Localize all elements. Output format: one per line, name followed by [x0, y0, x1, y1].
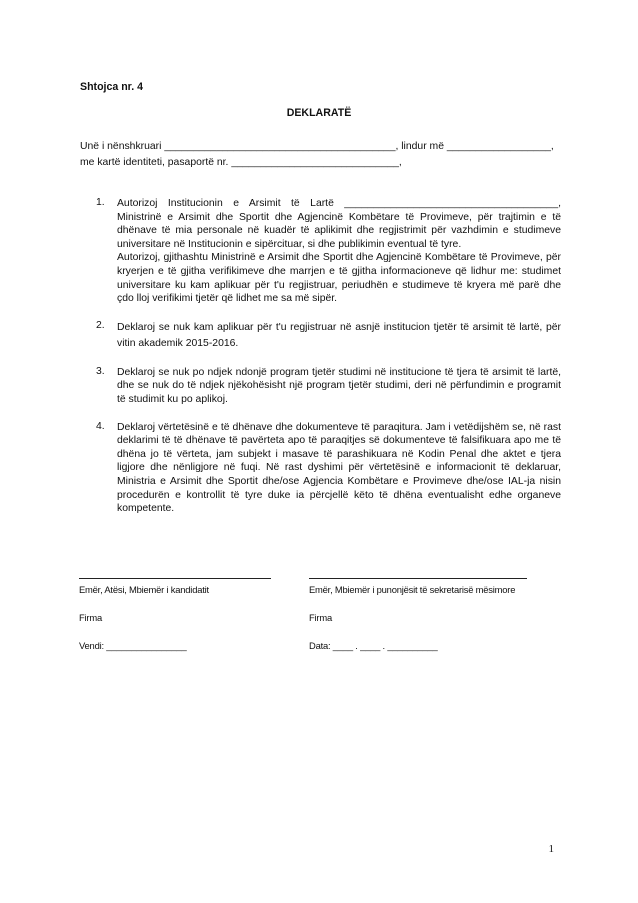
candidate-place-label: Vendi: ________________: [79, 640, 187, 651]
item-paragraph: Deklaroj vërtetësinë e të dhënave dhe dokumenteve të paraqitura. Jam i vetëdijshëm se, në rast deklarimi të të dhënave të pavërteta apo të paraqitjes së dokumenteve të falsifikuara apo me të dhëna jo të vërteta, jam subjekt i masave të parashikuara në Kodin Penal dhe aktet e tjera ligjore dhe nënligjore në fuqi. Në rast dyshimi për vërtetësinë e informacionit të deklaruar, Ministria e Arsimit dhe Sportit dhe/ose Agjencia Kombëtare e Provimeve dhe/ose IAL-ja nisin procedurën e kontrollit të tyre duke ia përcjellë këto të dhëna eventualisht edhe organeve kompetente.: [117, 421, 561, 515]
candidate-signature-line: [79, 578, 271, 579]
staff-date-label: Data: ____ . ____ . __________: [309, 640, 438, 651]
declaration-item-4: [96, 421, 561, 516]
item-number: 4.: [96, 420, 105, 432]
item-number: 1.: [96, 197, 105, 208]
document-title: DEKLARATË: [286, 107, 352, 119]
page-number: 1: [548, 843, 554, 855]
candidate-name-label: Emër, Atësi, Mbiemër i kandidatit: [79, 584, 209, 595]
declaration-item-1: [96, 197, 561, 306]
item-number: 2.: [96, 319, 105, 331]
declaration-item-2: [96, 320, 561, 352]
intro-line-name-birth: Unë i nënshkruari ________________________________________, lindur më __________________,: [80, 141, 554, 152]
item-paragraph: Autorizoj Institucionin e Arsimit të Lartë _____________________________________, Ministrinë e Arsimit dhe Sportit dhe Agjencinë Kombëtare të Provimeve, për trajtimin e të dhënave të mia personale në kuadër të aplikimit dhe regjistrimit për vazhdimin e studimeve universitare në Institucionin e sipërcituar, si dhe publikimin eventual të tyre.: [117, 198, 561, 250]
staff-name-label: Emër, Mbiemër i punonjësit të sekretarisë mësimore: [309, 584, 516, 595]
item-paragraph: Deklaroj se nuk kam aplikuar për t'u regjistruar në asnjë institucion tjetër të arsimit të lartë, për vitin akademik 2015-2016.: [117, 321, 561, 349]
declarant-intro: [80, 139, 560, 171]
item-number: 3.: [96, 365, 105, 377]
intro-line-id: me kartë identiteti, pasaportë nr. _____________________________,: [80, 157, 402, 168]
staff-signature-line: [309, 578, 527, 579]
item-paragraph: Autorizoj, gjithashtu Ministrinë e Arsimit dhe Sportit dhe Agjencinë Kombëtare të Provimeve, për kryerjen e të gjitha verifikimeve dhe marrjen e të gjitha informacioneve që lidhur me: studimet universitare ku kam aplikuar për t'u regjistruar, periudhën e studimeve të kryera më parë dhe çdo lloj verifikimi tjetër që lidhet me sa më sipër.: [117, 252, 561, 305]
candidate-sign-label: Firma: [79, 612, 102, 623]
annex-label: Shtojca nr. 4: [80, 81, 143, 93]
staff-sign-label: Firma: [309, 612, 332, 623]
declaration-item-3: [96, 366, 561, 407]
declaration-list: [96, 197, 561, 530]
item-paragraph: Deklaroj se nuk po ndjek ndonjë program tjetër studimi në institucione të tjera të arsimit të lartë, dhe se nuk do të ndjek njëkohësisht një program tjetër studimi, deri në përfundimin e programit të studimit ku po aplikoj.: [117, 366, 561, 405]
